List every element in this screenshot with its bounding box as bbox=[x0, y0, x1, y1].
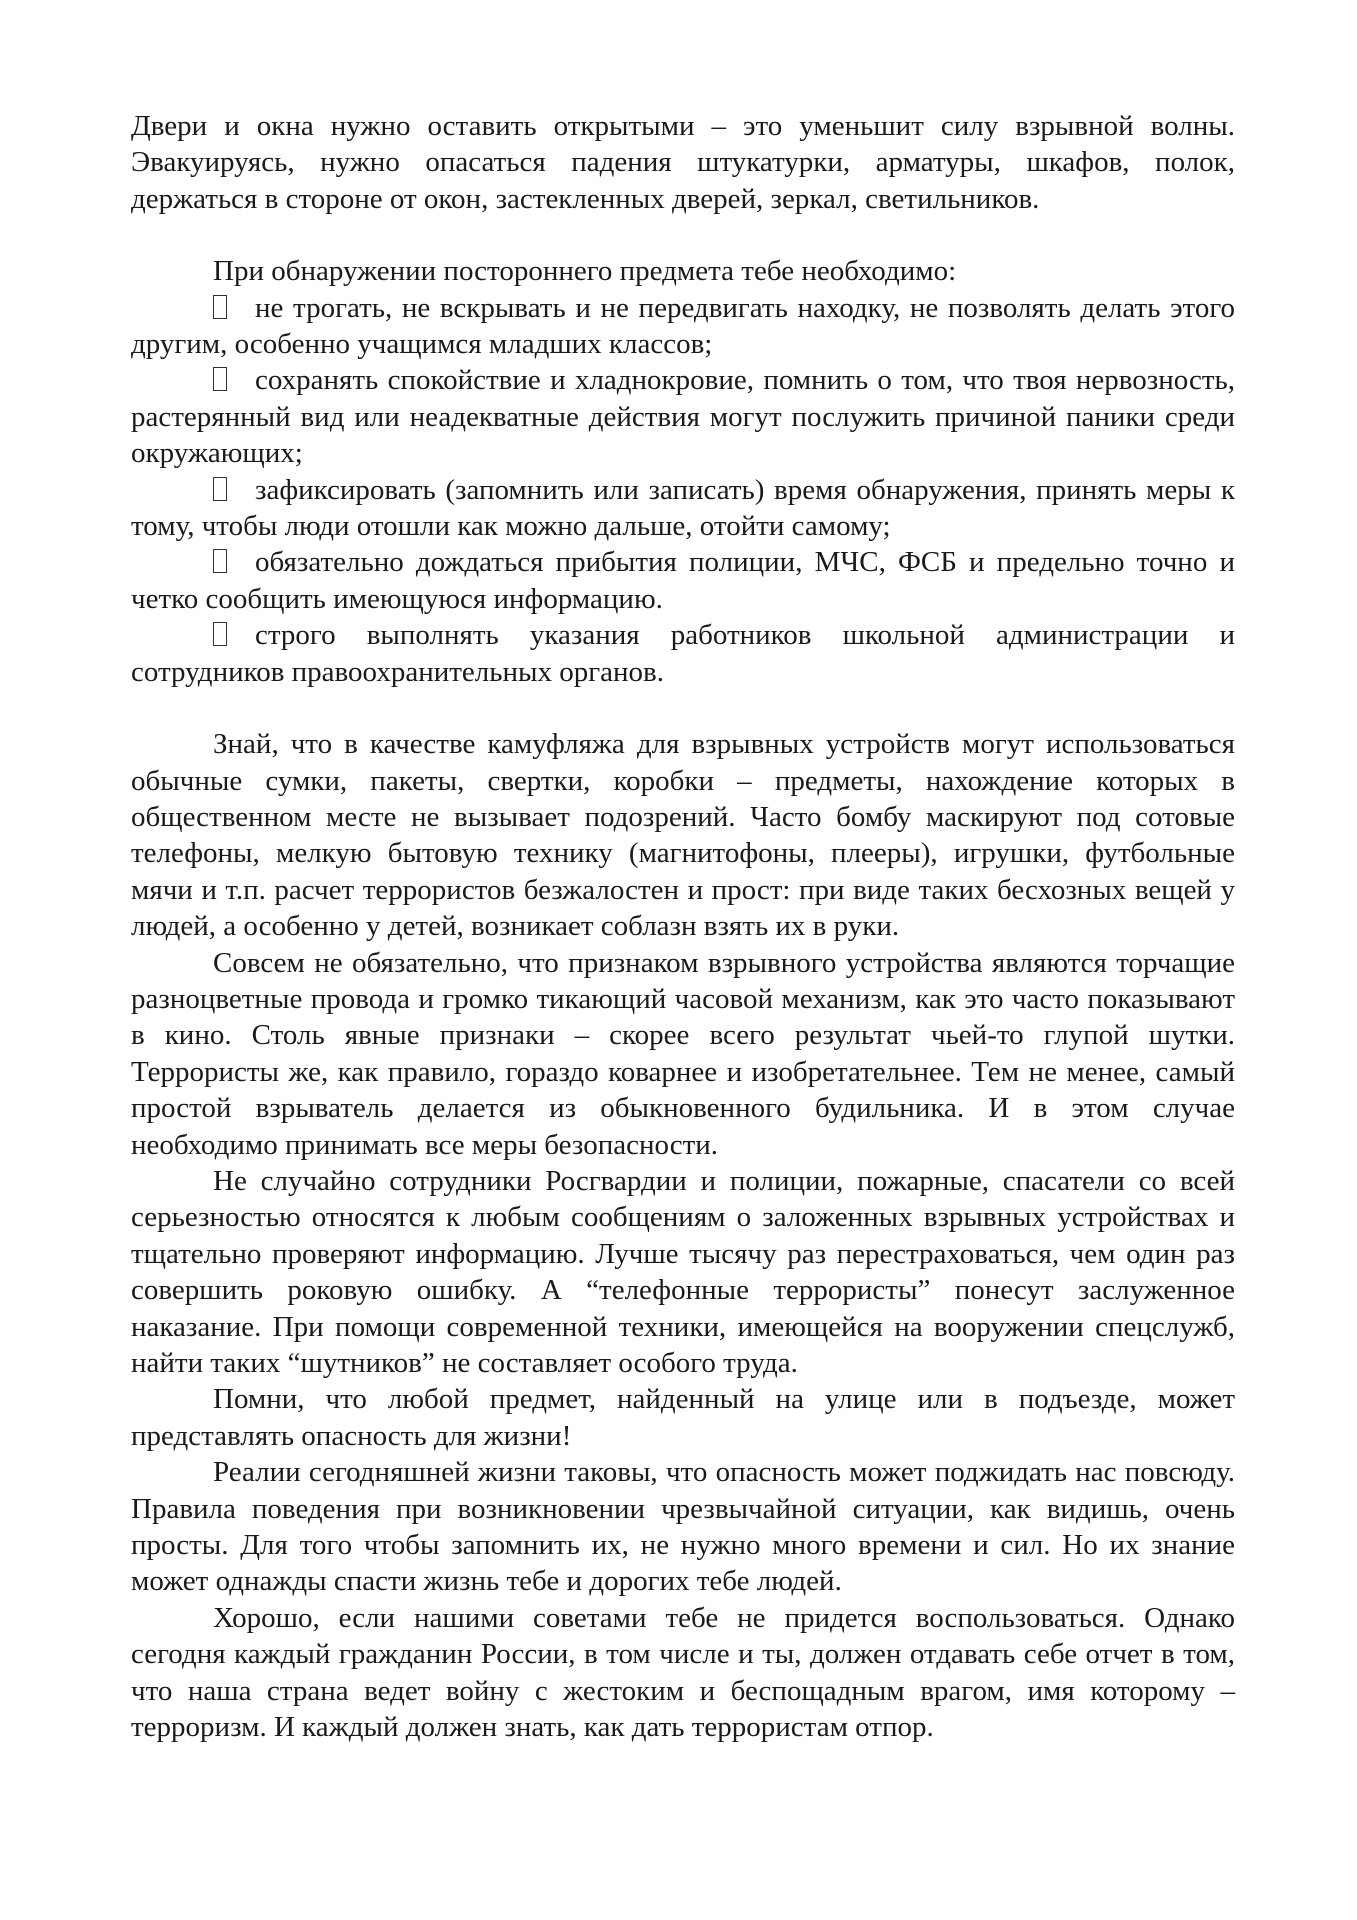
list-item-text: строго выполнять указания работников школьной администрации и сотрудников правоохранительных органов. bbox=[131, 619, 1235, 688]
list-item-text: зафиксировать (запомнить или записать) время обнаружения, принять меры к тому, чтобы люди отошли как можно дальше, отойти самому; bbox=[131, 473, 1235, 543]
list-item-text: сохранять спокойствие и хладнокровие, помнить о том, что твоя нервозность, растерянный вид или неадекватные действия могут послужить причиной паники среди окружающих; bbox=[131, 364, 1235, 470]
paragraph-services: Не случайно сотрудники Росгвардии и полиции, пожарные, спасатели со всей серьезностью относятся к любым сообщениям о заложенных взрывных устройствах и тщательно проверяют информацию. Лучше тысячу раз перестраховаться, чем один раз совершить роковую ошибку. А “телефонные террористы” понесут заслуженное наказание. При помощи современной техники, имеющейся на вооружении спецслужб, найти таких “шутников” не составляет особого труда. bbox=[131, 1164, 1235, 1379]
list-item bbox=[131, 472, 1235, 545]
list-item-text: не трогать, не вскрывать и не передвигать находку, не позволять делать этого другим, особенно учащимся младших классов; bbox=[131, 291, 1235, 361]
bullet-icon bbox=[213, 367, 227, 391]
bullet-icon bbox=[213, 295, 227, 319]
list-item bbox=[131, 544, 1235, 617]
list-item bbox=[131, 290, 1235, 363]
bullet-icon bbox=[213, 477, 227, 501]
paragraph-remember: Помни, что любой предмет, найденный на улице или в подъезде, может представлять опасность для жизни! bbox=[131, 1383, 1235, 1452]
list-item-text: обязательно дождаться прибытия полиции, МЧС, ФСБ и предельно точно и четко сообщить имеющуюся информацию. bbox=[131, 546, 1235, 615]
paragraph-intro: При обнаружении постороннего предмета тебе необходимо: bbox=[213, 255, 957, 288]
list-item bbox=[131, 362, 1235, 471]
paragraph-camouflage: Знай, что в качестве камуфляжа для взрывных устройств могут использоваться обычные сумки, пакеты, свертки, коробки – предметы, нахождение которых в общественном месте не вызывает подозрений. Часто бомбу маскируют под сотовые телефоны, мелкую бытовую технику (магнитофоны, плееры), игрушки, футбольные мячи и т.п. расчет террористов безжалостен и прост: при виде таких бесхозных вещей у людей, а особенно у детей, возникает соблазн взять их в руки. bbox=[131, 728, 1235, 943]
bullet-icon bbox=[213, 622, 227, 646]
paragraph-signs: Совсем не обязательно, что признаком взрывного устройства являются торчащие разноцветные провода и громко тикающий часовой механизм, как это часто показывают в кино. Столь явные признаки – скорее всего результат чьей-то глупой шутки. Террористы же, как правило, гораздо коварнее и изобретательнее. Тем не менее, самый простой взрыватель делается из обыкновенного будильника. И в этом случае необходимо принимать все меры безопасности. bbox=[131, 946, 1235, 1161]
paragraph-conclusion: Хорошо, если нашими советами тебе не придется воспользоваться. Однако сегодня каждый гражданин России, в том числе и ты, должен отдавать себе отчет в том, что наша страна ведет войну с жестоким и беспощадным врагом, имя которому – терроризм. И каждый должен знать, как дать террористам отпор. bbox=[131, 1601, 1235, 1744]
paragraph-reality: Реалии сегодняшней жизни таковы, что опасность может поджидать нас повсюду. Правила поведения при возникновении чрезвычайной ситуации, как видишь, очень просты. Для того чтобы запомнить их, не нужно много времени и сил. Но их знание может однажды спасти жизнь тебе и дорогих тебе людей. bbox=[131, 1456, 1235, 1598]
document-page bbox=[131, 108, 1235, 1745]
list-item bbox=[131, 617, 1235, 690]
paragraph-evacuation: Двери и окна нужно оставить открытыми – это уменьшит силу взрывной волны. Эвакуируясь, нужно опасаться падения штукатурки, арматуры, шкафов, полок, держаться в стороне от окон, застекленных дверей, зеркал, светильников. bbox=[131, 110, 1235, 215]
bullet-icon bbox=[213, 549, 227, 573]
